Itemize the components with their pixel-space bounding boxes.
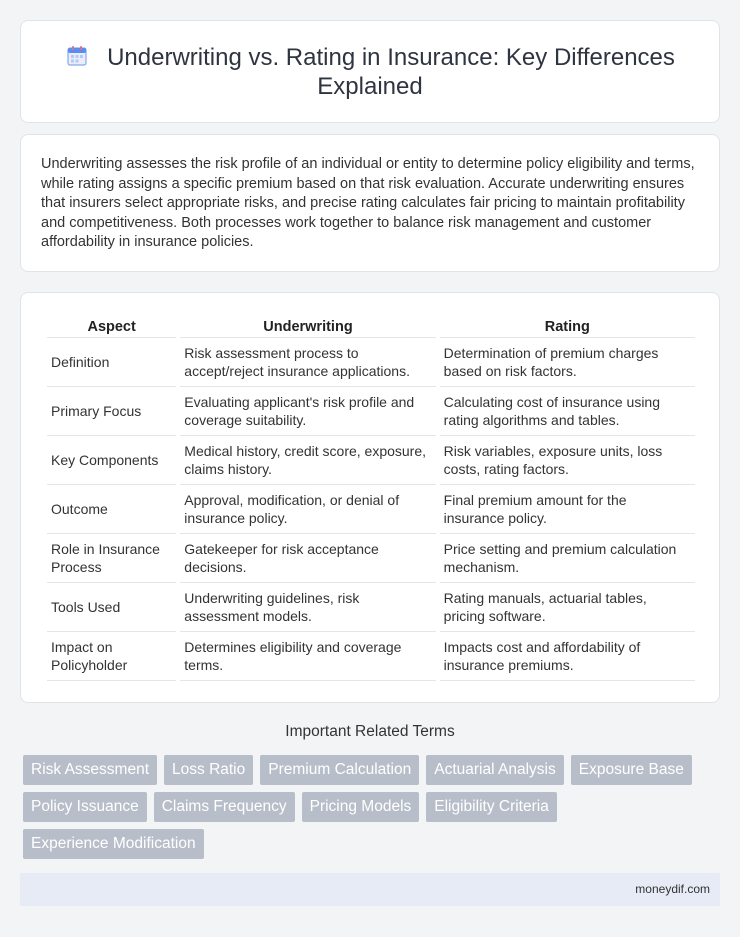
row-aspect: Primary Focus <box>47 387 176 436</box>
row-underwriting: Determines eligibility and coverage terms. <box>180 632 435 681</box>
header-aspect: Aspect <box>47 315 176 338</box>
tag-eligibility-criteria[interactable]: Eligibility Criteria <box>426 792 557 822</box>
tag-loss-ratio[interactable]: Loss Ratio <box>164 755 253 785</box>
row-rating: Final premium amount for the insurance policy. <box>440 485 695 534</box>
footer <box>20 873 720 906</box>
table-row <box>47 387 695 436</box>
tag-claims-frequency[interactable]: Claims Frequency <box>154 792 295 822</box>
tag-premium-calculation[interactable]: Premium Calculation <box>260 755 419 785</box>
tag-exposure-base[interactable]: Exposure Base <box>571 755 692 785</box>
row-underwriting: Medical history, credit score, exposure, claims history. <box>180 436 435 485</box>
table-row <box>47 485 695 534</box>
tag-risk-assessment[interactable]: Risk Assessment <box>23 755 157 785</box>
footer-site-link[interactable]: moneydif.com <box>635 882 710 896</box>
table-header-row <box>47 315 695 338</box>
table-row <box>47 632 695 681</box>
table-row <box>47 534 695 583</box>
row-aspect: Definition <box>47 338 176 387</box>
row-underwriting: Approval, modification, or denial of insurance policy. <box>180 485 435 534</box>
page-title: Underwriting vs. Rating in Insurance: Key Differences Explained <box>107 44 675 100</box>
row-underwriting: Risk assessment process to accept/reject insurance applications. <box>180 338 435 387</box>
row-rating: Risk variables, exposure units, loss costs, rating factors. <box>440 436 695 485</box>
calendar-icon <box>65 44 89 68</box>
title-card <box>20 20 720 123</box>
related-terms-heading: Important Related Terms <box>285 723 455 740</box>
row-underwriting: Evaluating applicant's risk profile and coverage suitability. <box>180 387 435 436</box>
row-rating: Determination of premium charges based on risk factors. <box>440 338 695 387</box>
intro-paragraph: Underwriting assesses the risk profile of an individual or entity to determine policy eligibility and terms, while rating assigns a specific premium based on that risk evaluation. Accurate underwriting ensures that insurers select appropriate risks, and precise rating calculates fair pricing to maintain profitability and competitiveness. Both processes work together to balance risk management and customer affordability in insurance policies. <box>41 156 695 251</box>
row-underwriting: Gatekeeper for risk acceptance decisions. <box>180 534 435 583</box>
comparison-table <box>43 315 699 681</box>
related-terms-list <box>23 755 723 859</box>
table-row <box>47 583 695 632</box>
intro-card <box>20 134 720 272</box>
comparison-card <box>20 292 720 703</box>
table-row <box>47 338 695 387</box>
tag-actuarial-analysis[interactable]: Actuarial Analysis <box>426 755 563 785</box>
tag-pricing-models[interactable]: Pricing Models <box>302 792 420 822</box>
row-rating: Price setting and premium calculation mechanism. <box>440 534 695 583</box>
header-underwriting: Underwriting <box>180 315 435 338</box>
row-aspect: Role in Insurance Process <box>47 534 176 583</box>
table-row <box>47 436 695 485</box>
header-rating: Rating <box>440 315 695 338</box>
row-rating: Rating manuals, actuarial tables, pricing software. <box>440 583 695 632</box>
tag-experience-modification[interactable]: Experience Modification <box>23 829 204 859</box>
row-underwriting: Underwriting guidelines, risk assessment models. <box>180 583 435 632</box>
row-aspect: Key Components <box>47 436 176 485</box>
page-title-wrap <box>61 43 679 101</box>
row-rating: Calculating cost of insurance using rating algorithms and tables. <box>440 387 695 436</box>
row-aspect: Outcome <box>47 485 176 534</box>
row-aspect: Tools Used <box>47 583 176 632</box>
tag-policy-issuance[interactable]: Policy Issuance <box>23 792 147 822</box>
row-rating: Impacts cost and affordability of insurance premiums. <box>440 632 695 681</box>
row-aspect: Impact on Policyholder <box>47 632 176 681</box>
